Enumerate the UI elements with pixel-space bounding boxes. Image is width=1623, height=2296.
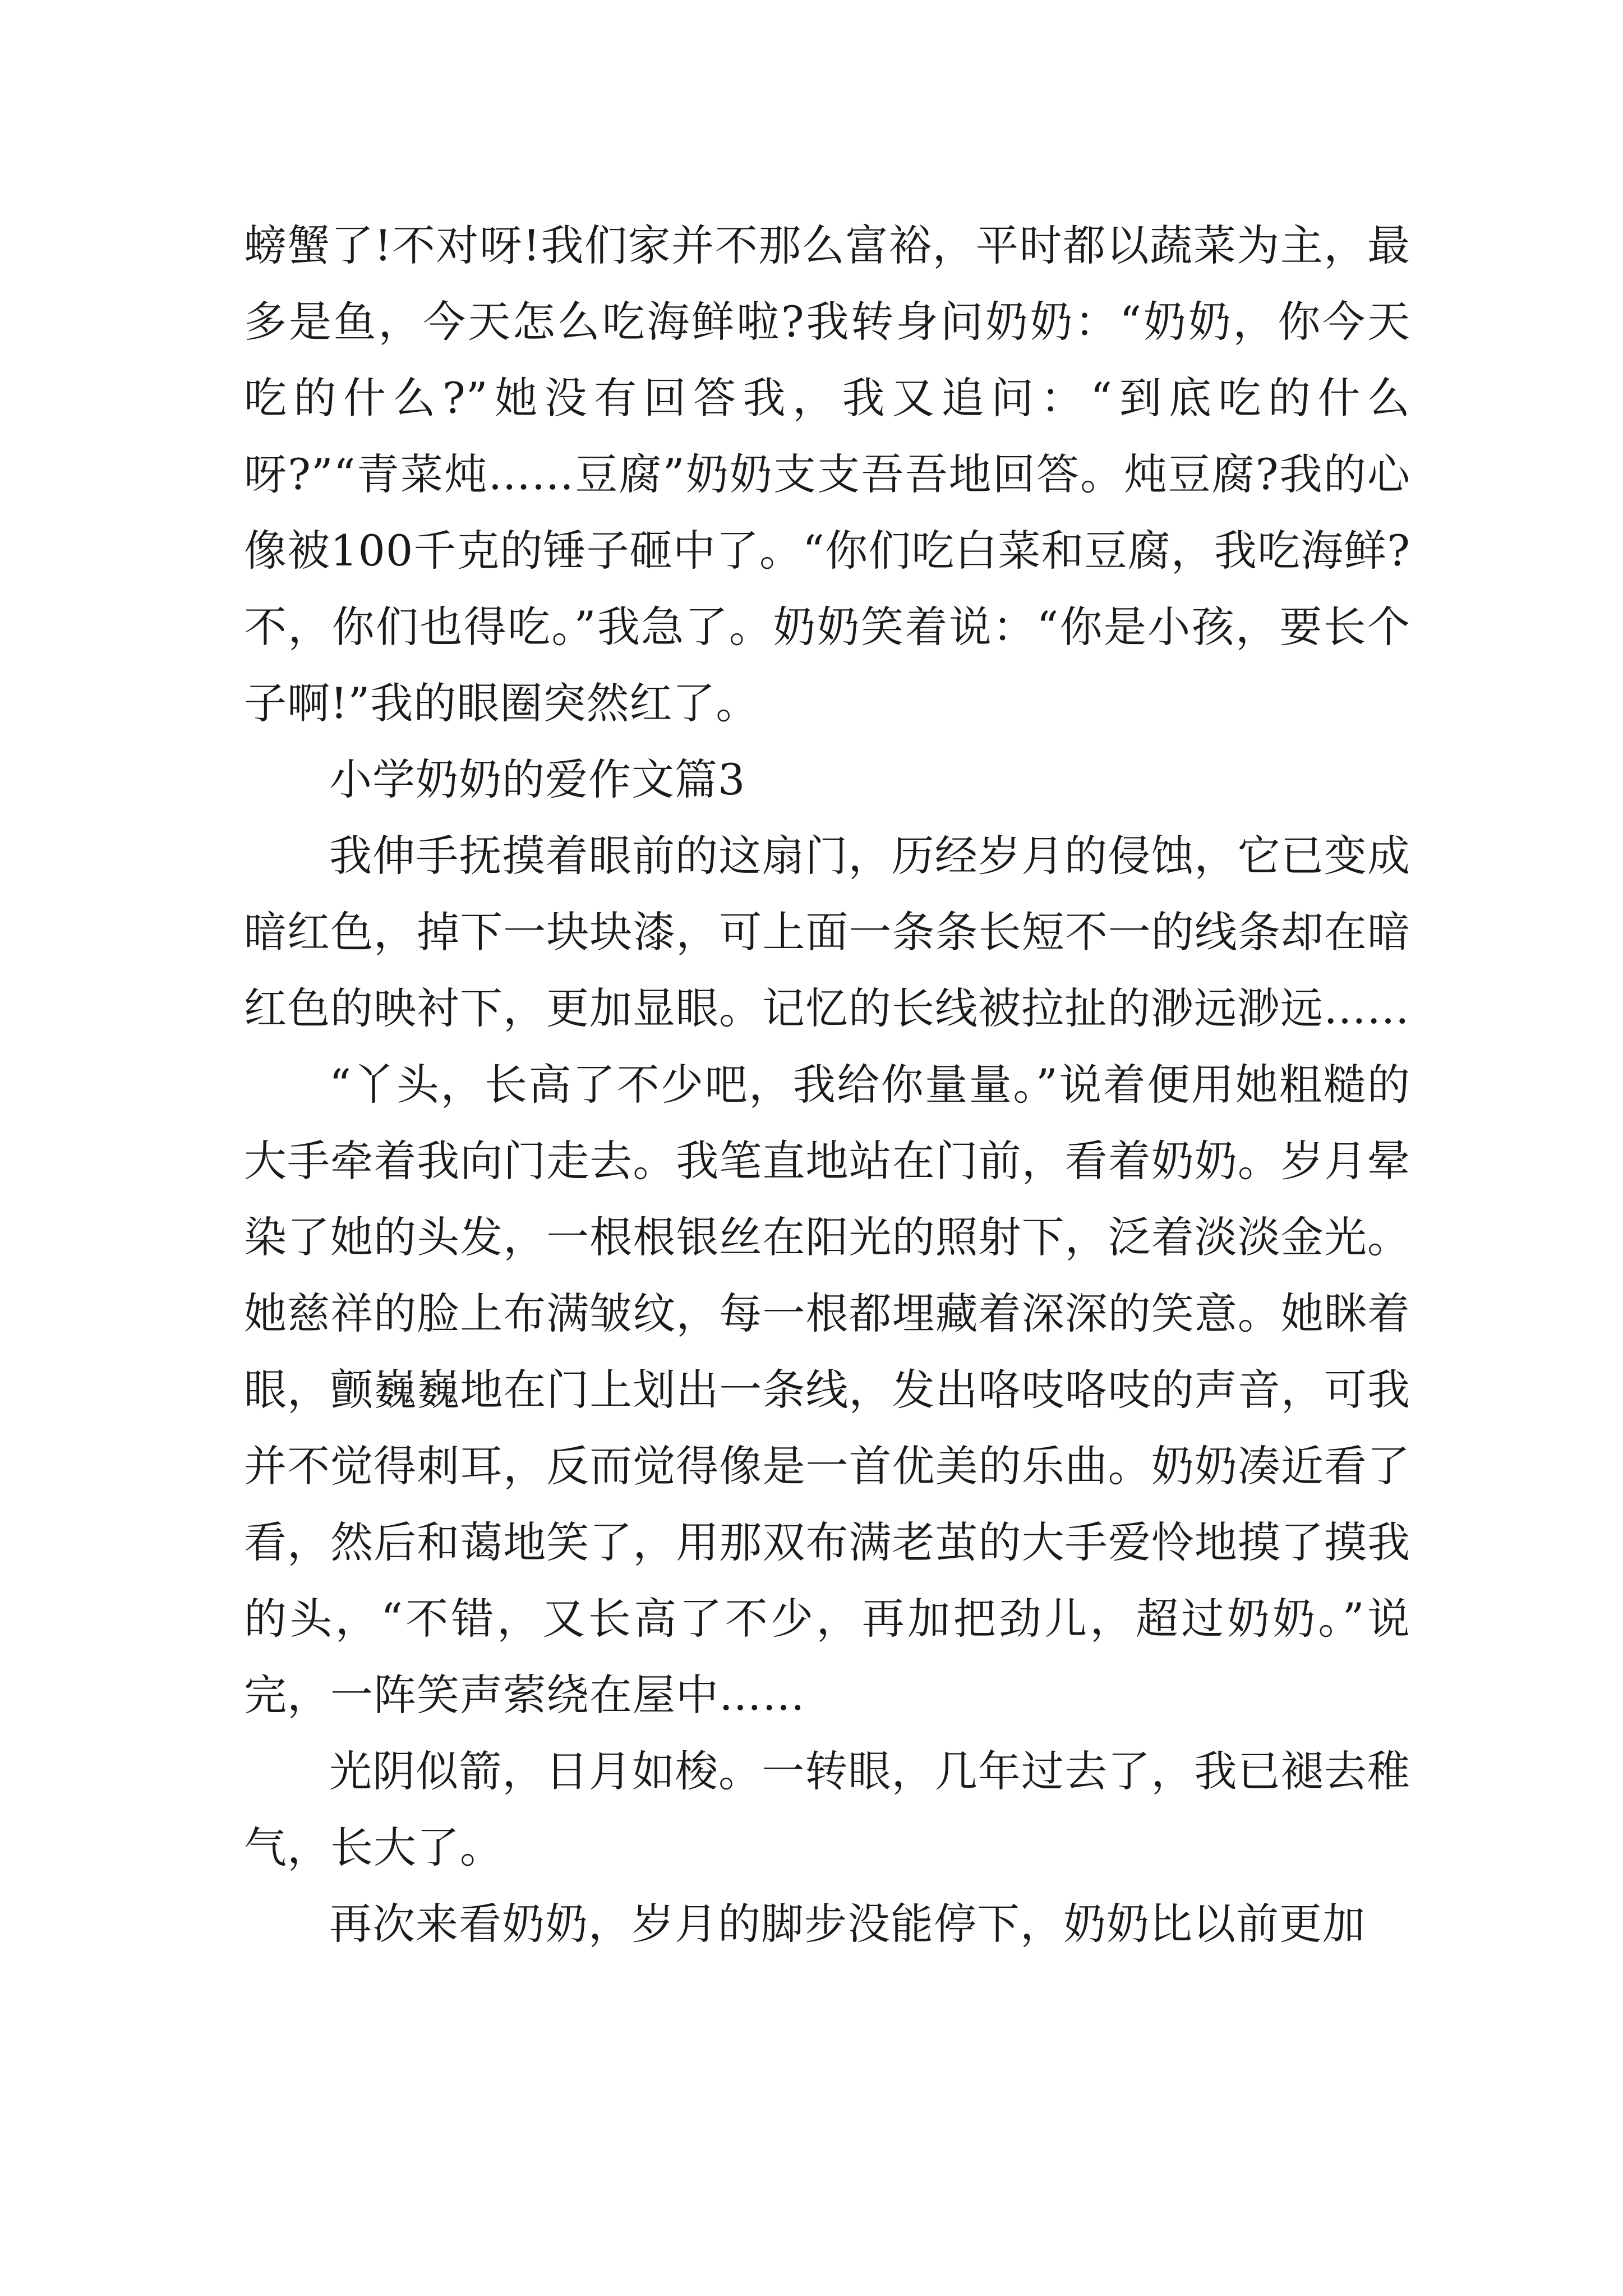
document-body <box>244 208 1410 1962</box>
paragraph-measuring: “丫头，长高了不少吧，我给你量量。”说着便用她粗糙的大手牵着我向门走去。我笔直地站在门前，看着奶奶。岁月晕染了她的头发，一根根银丝在阳光的照射下，泛着淡淡金光。她慈祥的脸上布满皱纹，每一根都埋藏着深深的笑意。她眯着眼，颤巍巍地在门上划出一条线，发出咯吱咯吱的声音，可我并不觉得刺耳，反而觉得像是一首优美的乐曲。奶奶凑近看了看，然后和蔼地笑了，用那双布满老茧的大手爱怜地摸了摸我的头，“不错，又长高了不少，再加把劲儿，超过奶奶。”说完，一阵笑声萦绕在屋中…… <box>244 1060 1410 1720</box>
paragraph-time-passes: 光阴似箭，日月如梭。一转眼，几年过去了，我已褪去稚气，长大了。 <box>244 1746 1410 1872</box>
section-heading: 小学奶奶的爱作文篇3 <box>329 754 746 804</box>
paragraph-continued: 螃蟹了!不对呀!我们家并不那么富裕，平时都以蔬菜为主，最多是鱼，今天怎么吃海鲜啦?我转身问奶奶：“奶奶，你今天吃的什么?”她没有回答我，我又追问：“到底吃的什么呀?”“青菜炖……豆腐”奶奶支支吾吾地回答。炖豆腐?我的心像被100千克的锤子砸中了。“你们吃白菜和豆腐，我吃海鲜?不，你们也得吃。”我急了。奶奶笑着说：“你是小孩，要长个子啊!”我的眼圈突然红了。 <box>244 220 1410 728</box>
paragraph-visit-again: 再次来看奶奶，岁月的脚步没能停下，奶奶比以前更加 <box>329 1899 1366 1949</box>
paragraph-door: 我伸手抚摸着眼前的这扇门，历经岁月的侵蚀，它已变成暗红色，掉下一块块漆，可上面一条条长短不一的线条却在暗红色的映衬下，更加显眼。记忆的长线被拉扯的渺远渺远…… <box>244 831 1410 1033</box>
